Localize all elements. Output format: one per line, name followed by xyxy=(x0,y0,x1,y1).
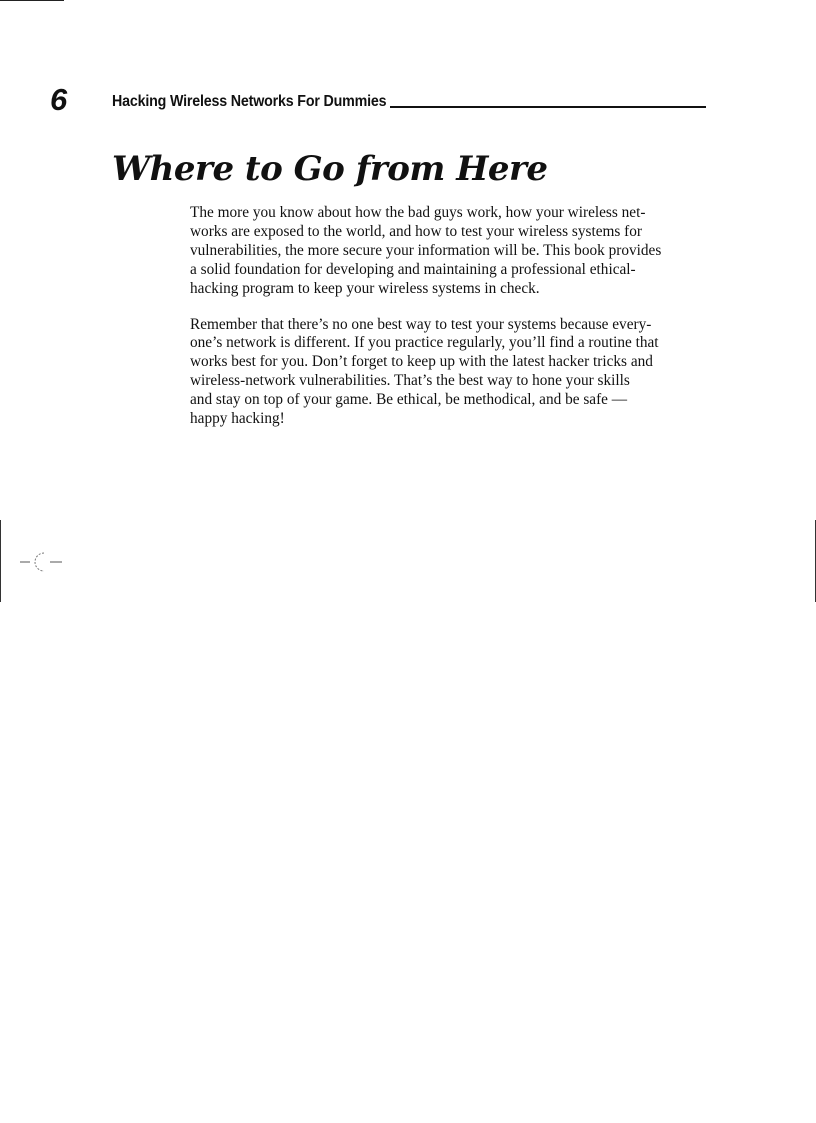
crop-mark-left xyxy=(0,520,1,602)
body-text xyxy=(190,204,710,446)
running-head-rule xyxy=(390,106,706,108)
registration-mark-icon xyxy=(20,550,66,574)
paragraph-2: Remember that there’s no one best way to test your systems because every- one’s network is different. If you practice regularly, you’ll find a routine that works best for you. Don’t forget to keep up with the latest hacker tricks and wireless-network vulnerabilities. That’s the best way to hone your skills and stay on top of your game. Be ethical, be methodical, and be safe — happy hacking! xyxy=(190,315,659,428)
section-title: Where to Go from Here xyxy=(112,149,548,189)
crop-mark-top xyxy=(0,0,64,1)
paragraph-1: The more you know about how the bad guys work, how your wireless net- works are exposed to the world, and how to test your wireless systems for vulnerabilities, the more secure your information will be. This book provides a solid foundation for developing and maintaining a professional ethical- hacking program to keep your wireless systems in check. xyxy=(190,204,662,297)
page-number: 6 xyxy=(50,82,68,117)
running-head-title: Hacking Wireless Networks For Dummies xyxy=(112,93,387,110)
running-head xyxy=(112,90,706,112)
